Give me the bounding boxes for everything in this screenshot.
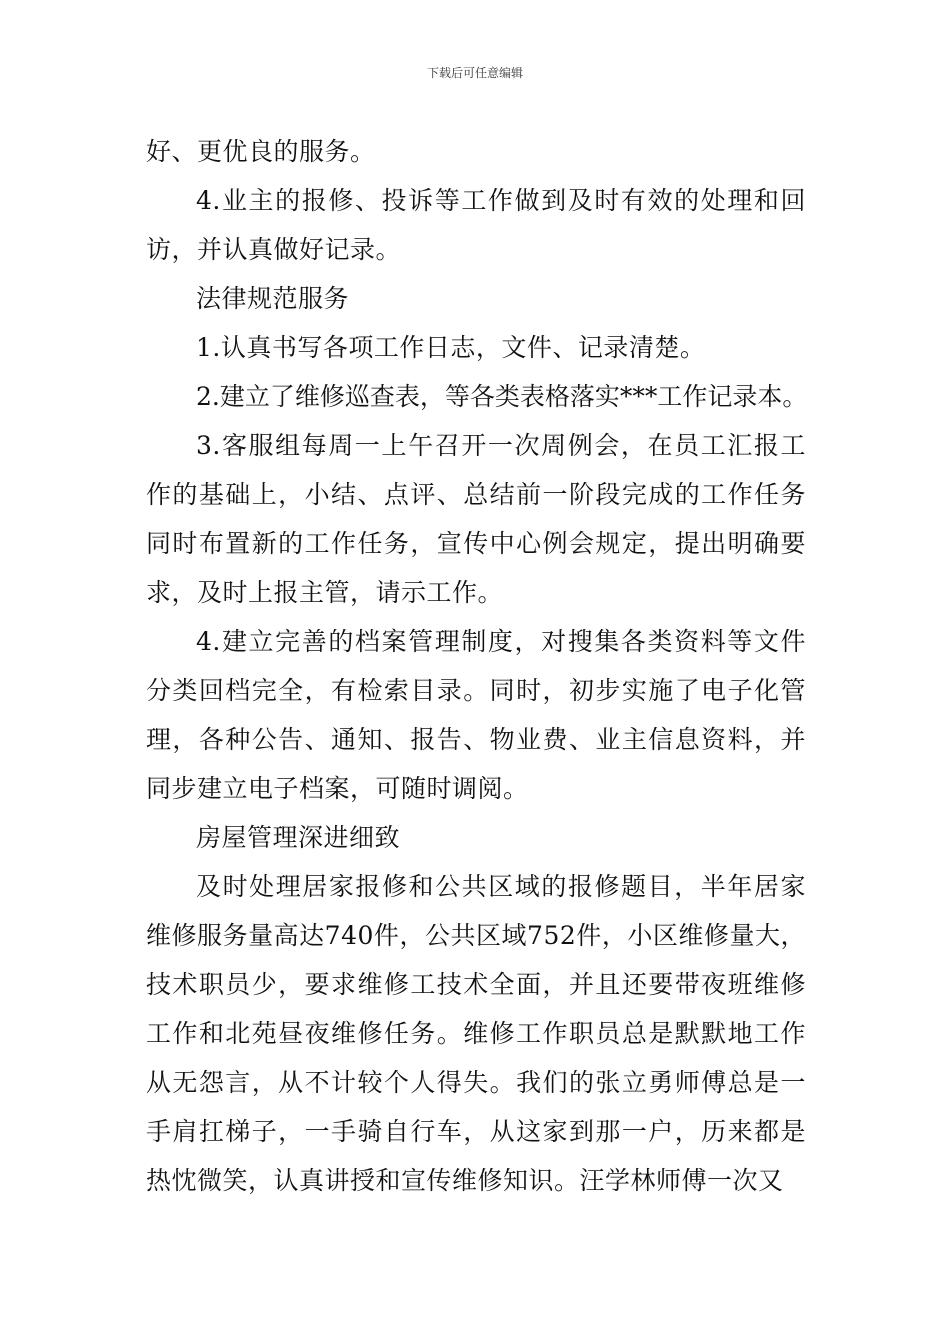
paragraph-continuation: 好、更优良的服务。: [146, 137, 376, 166]
paragraph-archive-management: 4.建立完善的档案管理制度，对搜集各类资料等文件分类回档完全，有检索目录。同时，初步实施了电子化管理，各种公告、通知、报告、物业费、业主信息资料，并同步建立电子档案，可随时调阅。: [146, 627, 806, 803]
section-heading-housing: 房屋管理深进细致: [196, 823, 401, 852]
page-header: 下载后可任意编辑: [426, 66, 523, 80]
paragraph-inspection-table: 2.建立了维修巡查表，等各类表格落实***工作记录本。: [196, 382, 808, 411]
section-heading-legal: 法律规范服务: [196, 284, 350, 313]
document-body: [146, 127, 806, 1205]
paragraph-repair-work: 及时处理居家报修和公共区域的报修题目，半年居家维修服务量高达740件，公共区域752件，小区维修量大，技术职员少，要求维修工技术全面，并且还要带夜班维修工作和北苑昼夜维修任务。维修工作职员总是默默地工作从无怨言，从不计较个人得失。我们的张立勇师傅总是一手肩扛梯子，一手骑自行车，从这家到那一户，历来都是热忱微笑，认真讲授和宣传维修知识。汪学林师傅一次又: [146, 872, 806, 1195]
paragraph-weekly-meeting: 3.客服组每周一上午召开一次周例会，在员工汇报工作的基础上，小结、点评、总结前一阶段完成的工作任务同时布置新的工作任务，宣传中心例会规定，提出明确要求，及时上报主管，请示工作。: [146, 431, 806, 607]
paragraph-work-logs: 1.认真书写各项工作日志，文件、记录清楚。: [196, 333, 706, 362]
paragraph-repair-complaints: 4.业主的报修、投诉等工作做到及时有效的处理和回访，并认真做好记录。: [146, 186, 806, 264]
